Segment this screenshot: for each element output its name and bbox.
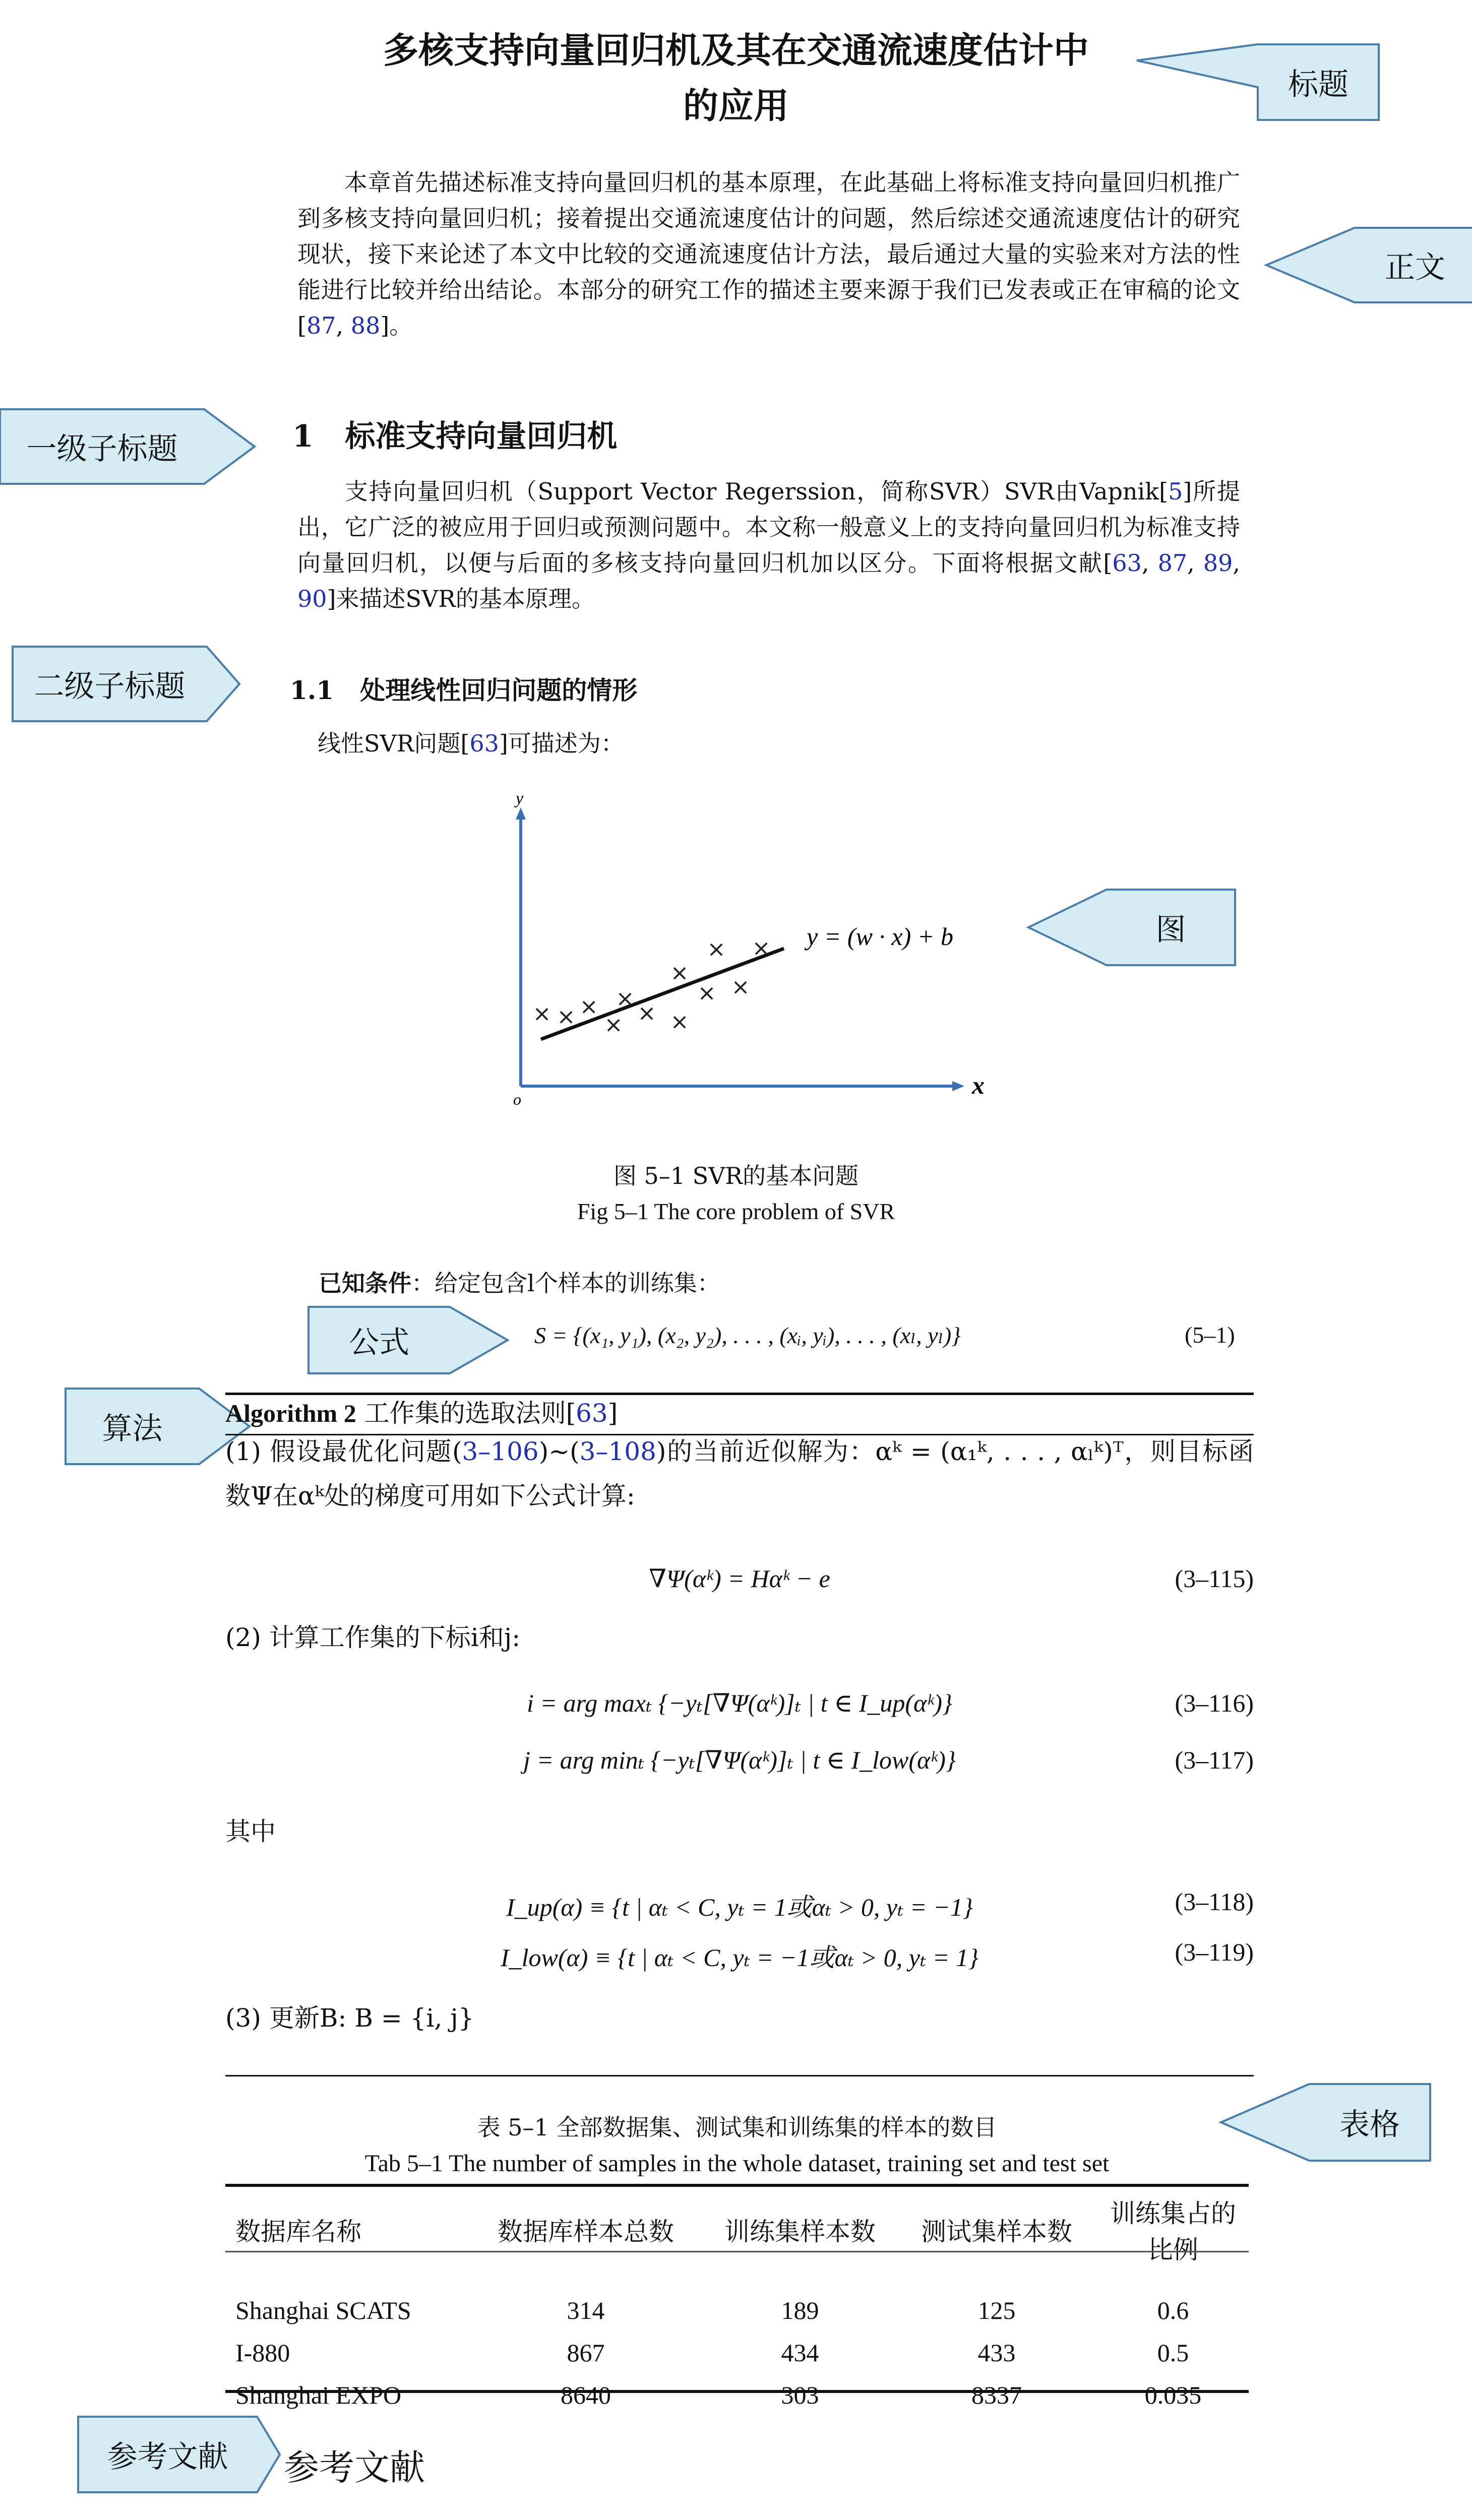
- citation-link[interactable]: 63: [576, 1399, 608, 1428]
- data-point: ×: [731, 974, 750, 1000]
- table-spacer: [225, 2266, 1249, 2289]
- callout-references: [78, 2417, 280, 2492]
- data-points: [533, 935, 771, 1038]
- title-line-1: 多核支持向量回归机及其在交通流速度估计中: [383, 29, 1089, 71]
- callout-h2: [13, 647, 239, 721]
- algorithm-title-end: ]: [607, 1399, 618, 1428]
- page-title: [302, 23, 1170, 134]
- origin-label: o: [513, 1090, 521, 1108]
- equation-body: I_up(α) ≡ {t | αₜ < C, yₜ = 1或αₜ > 0, yₜ = −1}: [506, 1893, 973, 1921]
- equation-body: j = arg minₜ {−yₜ[∇Ψ(αᵏ)]ₜ | t ∈ I_low(αᵏ)}: [523, 1746, 956, 1774]
- equation-ref-link[interactable]: 3–108: [579, 1437, 656, 1466]
- citation-link[interactable]: 89: [1203, 549, 1233, 577]
- data-point: ×: [604, 1012, 623, 1038]
- intro-text: 本章首先描述标准支持向量回归机的基本原理，在此基础上将标准支持向量回归机推广到多核支持向量回归机；接着提出交通流速度估计的问题，然后综述交通流速度估计的研究现状，接下来论述了本文中比较的交通流速度估计方法，最后通过大量的实验来对方法的性能进行比较并给出结论。本部分的研究工作的描述主要来源于我们已发表或正在审稿的论文[: [297, 169, 1240, 339]
- x-axis-arrow: [952, 1081, 964, 1091]
- equation-body: I_low(α) ≡ {t | αₜ < C, yₜ = −1或αₜ > 0, yₜ = 1}: [500, 1943, 979, 1972]
- subsection-text-end: ]可描述为：: [499, 730, 624, 757]
- intro-paragraph: [297, 165, 1240, 344]
- table-header-cell: 测试集样本数: [921, 2217, 1072, 2246]
- table-caption-en: Tab 5–1 The number of samples in the whole dataset, training set and test set: [364, 2150, 1110, 2177]
- callout-body: [1266, 228, 1472, 302]
- citation-link[interactable]: 63: [1112, 549, 1142, 577]
- x-axis-label: x: [972, 1071, 985, 1099]
- subsection-title: 处理线性回归问题的情形: [360, 675, 638, 705]
- table-header-cell: 数据库名称: [235, 2217, 361, 2246]
- citation-link[interactable]: 5: [1168, 478, 1183, 505]
- callout-references-label: 参考文献: [107, 2439, 228, 2475]
- equation-body: ∇Ψ(αᵏ) = Hαᵏ − e: [649, 1564, 830, 1593]
- data-point: ×: [616, 986, 635, 1012]
- equation-number: (3–118): [1175, 1887, 1254, 1916]
- callout-h1: [0, 409, 255, 484]
- algorithm-step-2: (2) 计算工作集的下标i和j:: [225, 1623, 521, 1652]
- table-row: [225, 2332, 1249, 2374]
- table-cell: 8337: [971, 2381, 1022, 2409]
- algorithm-step-3: (3) 更新B: B = {i, j}: [225, 2003, 474, 2033]
- known-text: ：给定包含l个样本的训练集：: [411, 1270, 720, 1297]
- step1-text: )~(: [538, 1437, 580, 1466]
- algorithm-caption: [225, 1391, 1254, 1435]
- table-row: [225, 2289, 1249, 2332]
- data-point: ×: [670, 960, 689, 986]
- callout-table: [1221, 2084, 1430, 2161]
- section-number: 1: [292, 419, 314, 454]
- equation-number: (3–116): [1175, 1689, 1254, 1717]
- step1-text-end: )的当前近似解为：αᵏ = (α₁ᵏ, . . . , αₗᵏ)ᵀ，则目标函数Ψ在αᵏ处的梯度可用如下公式计算:: [225, 1437, 1254, 1510]
- subsection-paragraph: [297, 726, 1240, 762]
- table-cell: 303: [781, 2381, 819, 2409]
- table-bottom-rule: [225, 2390, 1249, 2393]
- table-cell: 867: [567, 2339, 605, 2367]
- section-heading: [292, 412, 617, 456]
- data-point: ×: [707, 936, 726, 962]
- callout-figure-label: 图: [1155, 912, 1186, 948]
- table-header-cell: 训练集占的比例: [1110, 2199, 1236, 2264]
- intro-text-end: ]。: [380, 312, 413, 339]
- regression-equation: y = (w · x) + b: [807, 922, 954, 951]
- subsection-number: 1.1: [290, 675, 334, 705]
- citation-link[interactable]: 88: [350, 312, 381, 339]
- algorithm-bottom-rule: [225, 2075, 1254, 2076]
- table-cell: 0.6: [1157, 2296, 1189, 2324]
- data-point: ×: [557, 1004, 576, 1030]
- figure-caption-en: Fig 5–1 The core problem of SVR: [577, 1199, 895, 1224]
- references-heading: 参考文献: [284, 2447, 425, 2488]
- callout-title-label: 标题: [1288, 67, 1348, 102]
- section1-text: ]所提出，它广泛的被应用于回归或预测问题中。本文称一般意义上的支持向量回归机为标准支持向量回归机，以便与后面的多核支持向量回归机加以区分。下面将根据文献[: [297, 478, 1240, 577]
- table-cell: 8640: [561, 2381, 611, 2409]
- equation-number: (3–117): [1175, 1746, 1254, 1774]
- table-cell: 434: [781, 2339, 819, 2367]
- algorithm-label: Algorithm 2: [225, 1399, 356, 1427]
- table-header-row: [225, 2193, 1249, 2266]
- table-header-rule: [225, 2251, 1249, 2252]
- data-point: ×: [532, 1001, 551, 1027]
- callout-table-label: 表格: [1339, 2107, 1400, 2143]
- callout-h1-label: 一级子标题: [26, 431, 178, 467]
- callout-h2-label: 二级子标题: [34, 669, 186, 704]
- known-label: 已知条件: [319, 1270, 411, 1297]
- table-cell: I-880: [235, 2339, 290, 2367]
- table-cell: 433: [977, 2339, 1016, 2367]
- step1-text: (1) 假设最优化问题(: [225, 1437, 462, 1466]
- table-cell: Shanghai EXPO: [235, 2381, 402, 2409]
- data-point: ×: [752, 935, 771, 961]
- table-cell: 125: [977, 2296, 1016, 2324]
- figure-caption-zh: 图 5–1 SVR的基本问题: [613, 1162, 859, 1189]
- section1-text-end: ]来描述SVR的基本原理。: [327, 585, 595, 612]
- callout-title: [1137, 44, 1379, 120]
- table-cell: 189: [781, 2296, 819, 2324]
- equation-number: (3–115): [1175, 1564, 1254, 1593]
- table-header-cell: 数据库样本总数: [498, 2217, 674, 2246]
- callout-algorithm: [66, 1389, 250, 1464]
- sample-count-table: [225, 2193, 1249, 2416]
- data-point: ×: [670, 1009, 689, 1035]
- section1-text: 支持向量回归机（Support Vector Regerssion，简称SVR）SVR由Vapnik[: [344, 478, 1169, 505]
- table-top-rule: [225, 2184, 1249, 2187]
- table-cell: Shanghai SCATS: [235, 2296, 411, 2324]
- algorithm-title: 工作集的选取法则[: [356, 1399, 576, 1428]
- y-axis-label: y: [516, 789, 524, 808]
- data-point: ×: [637, 1000, 656, 1026]
- equation-body: i = arg maxₜ {−yₜ[∇Ψ(αᵏ)]ₜ | t ∈ I_up(αᵏ)}: [527, 1689, 952, 1717]
- table-cell: 0.035: [1144, 2381, 1202, 2409]
- callout-body-label: 正文: [1385, 250, 1445, 285]
- table-header-cell: 训练集样本数: [724, 2217, 876, 2246]
- training-set-formula: S = {(x₁, y₁), (x₂, y₂), . . . , (xᵢ, yᵢ), . . . , (xₗ, yₗ)}: [534, 1322, 961, 1348]
- svr-figure: [484, 786, 988, 1109]
- callout-formula: [309, 1307, 508, 1373]
- equation-number: (5–1): [1185, 1322, 1235, 1348]
- citation-link[interactable]: 90: [297, 585, 327, 612]
- data-point: ×: [697, 980, 716, 1006]
- subsection-text: 线性SVR问题[: [318, 730, 470, 757]
- citation-link[interactable]: 87: [1157, 549, 1188, 577]
- table-cell: 314: [567, 2296, 605, 2324]
- table-cell: 0.5: [1157, 2339, 1189, 2367]
- known-condition: [319, 1265, 720, 1298]
- callout-algorithm-label: 算法: [102, 1411, 163, 1446]
- citation-link[interactable]: 87: [306, 312, 336, 339]
- algorithm-where: 其中: [225, 1817, 276, 1846]
- section1-paragraph: 支持向量回归机（Support Vector Regerssion，简称SVR）SVR由Vapnik[5]所提出，它广泛的被应用于回归或预测问题中。本文称一般意义上的支持向量回归机为标准支持向量回归机，以便与后面的多核支持向量回归机加以区分。下面将根据文献[63, 87, 89, 90]来描述SVR的基本原理。: [297, 478, 1240, 612]
- section-title: 标准支持向量回归机: [345, 419, 618, 454]
- table-caption-zh: 表 5–1 全部数据集、测试集和训练集的样本的数目: [477, 2114, 997, 2141]
- callout-formula-label: 公式: [349, 1325, 409, 1360]
- subsection-heading: [290, 670, 637, 707]
- y-axis-arrow: [516, 807, 526, 820]
- algorithm-step-1: [225, 1429, 1254, 1518]
- data-point: ×: [579, 994, 598, 1020]
- equation-number: (3–119): [1175, 1938, 1254, 1966]
- title-line-2: 的应用: [683, 85, 789, 127]
- intro-sep: ,: [336, 312, 351, 339]
- table-row: [225, 2374, 1249, 2416]
- citation-link[interactable]: 63: [469, 730, 499, 757]
- equation-ref-link[interactable]: 3–106: [462, 1437, 539, 1466]
- callout-figure: [1028, 890, 1235, 965]
